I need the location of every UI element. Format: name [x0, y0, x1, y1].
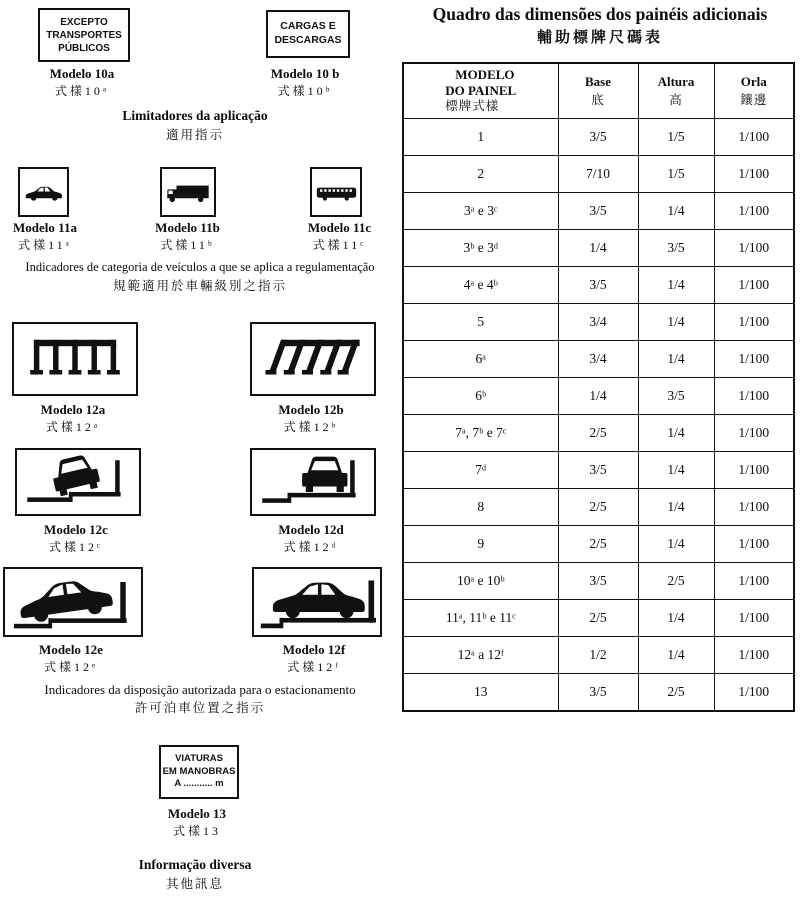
caption-pt: Modelo 12d [278, 522, 344, 537]
table-cell-altura: 1/5 [638, 119, 714, 156]
table-cell-model: 2 [403, 156, 558, 193]
sign-modelo-10a [38, 8, 130, 62]
table-cell-base: 3/4 [558, 304, 638, 341]
section-title-zh: 許可泊車位置之指示 [134, 701, 266, 716]
caption-zh: 式樣11ᶜ [312, 237, 367, 252]
table-cell-base: 3/5 [558, 674, 638, 712]
table-cell-model: 9 [403, 526, 558, 563]
caption-zh: 式樣13 [172, 823, 221, 838]
section-limitadores [0, 108, 390, 145]
col-header-model-line2: DO PAINEL [445, 83, 517, 99]
caption-pt: Modelo 10a [49, 66, 115, 81]
car-half-on-kerb-side-icon [9, 572, 137, 632]
dimensions-table-body [403, 119, 794, 712]
table-cell-altura: 1/4 [638, 489, 714, 526]
caption-zh: 式樣10ᵃ [54, 83, 110, 98]
table-cell-altura: 1/4 [638, 600, 714, 637]
car-icon [23, 183, 64, 202]
table-cell-base: 2/5 [558, 526, 638, 563]
table-cell-orla: 1/100 [714, 193, 794, 230]
table-row [403, 378, 794, 415]
sign-modelo-11a [18, 167, 69, 217]
col-header-orla-zh: 鑲邊 [740, 93, 768, 107]
sign-text-line: CARGAS E [280, 20, 336, 33]
table-row [403, 156, 794, 193]
table-cell-orla: 1/100 [714, 304, 794, 341]
sign-text-line: EM MANOBRAS [162, 765, 236, 777]
table-title-zh: 輔助標牌尺碼表 [536, 29, 663, 46]
caption-zh: 式樣12ᵇ [283, 419, 339, 434]
table-cell-base: 7/10 [558, 156, 638, 193]
table-cell-model: 13 [403, 674, 558, 712]
table-cell-orla: 1/100 [714, 378, 794, 415]
truck-icon [165, 182, 211, 203]
table-cell-orla: 1/100 [714, 156, 794, 193]
bus-icon [315, 183, 358, 202]
col-header-base-pt: Base [585, 74, 611, 89]
table-cell-orla: 1/100 [714, 563, 794, 600]
col-header-altura-zh: 高 [669, 93, 683, 107]
table-cell-altura: 1/4 [638, 637, 714, 674]
table-row [403, 563, 794, 600]
caption-zh: 式樣12ᵃ [45, 419, 101, 434]
section-categoria [0, 260, 400, 296]
caption-modelo-12e [6, 642, 136, 676]
table-cell-altura: 1/4 [638, 304, 714, 341]
table-row [403, 452, 794, 489]
col-header-orla-pt: Orla [740, 74, 767, 89]
table-cell-altura: 1/4 [638, 193, 714, 230]
table-cell-model: 3ᵃ e 3ᶜ [403, 193, 558, 230]
caption-modelo-12b [248, 402, 374, 436]
caption-zh: 式樣12ᶠ [287, 659, 341, 674]
dimensions-table [402, 62, 795, 712]
table-cell-model: 4ᵃ e 4ᵇ [403, 267, 558, 304]
section-title-pt: Indicadores de categoria de veículos a que se aplica a regulamentação [25, 260, 375, 274]
sign-text-line: DESCARGAS [274, 34, 342, 46]
section-title-pt: Limitadores da aplicação [122, 108, 268, 123]
caption-pt: Modelo 12b [278, 402, 344, 417]
sign-text-line: EXCEPTO [60, 16, 108, 28]
table-cell-base: 3/5 [558, 267, 638, 304]
caption-pt: Modelo 11a [13, 220, 77, 235]
table-cell-altura: 3/5 [638, 378, 714, 415]
table-row [403, 193, 794, 230]
section-title-pt: Informação diversa [138, 857, 252, 872]
caption-modelo-12d [248, 522, 374, 556]
caption-pt: Modelo 10 b [270, 66, 340, 81]
table-row [403, 526, 794, 563]
sign-modelo-12d [250, 448, 376, 516]
col-header-base-zh: 底 [591, 93, 605, 107]
table-row [403, 304, 794, 341]
table-row [403, 489, 794, 526]
table-cell-orla: 1/100 [714, 526, 794, 563]
perpendicular-parking-icon [18, 327, 132, 391]
table-cell-base: 2/5 [558, 489, 638, 526]
section-title-zh: 規範適用於車輛級別之指示 [112, 278, 287, 293]
table-cell-orla: 1/100 [714, 119, 794, 156]
caption-modelo-11b [140, 220, 235, 254]
table-cell-base: 1/2 [558, 637, 638, 674]
table-cell-orla: 1/100 [714, 415, 794, 452]
caption-pt: Modelo 12c [44, 522, 108, 537]
sign-text-line: VIATURAS [175, 753, 223, 765]
caption-pt: Modelo 11b [155, 220, 220, 235]
table-cell-altura: 2/5 [638, 563, 714, 600]
table-cell-orla: 1/100 [714, 341, 794, 378]
table-cell-base: 3/5 [558, 452, 638, 489]
sign-text-line: TRANSPORTES [46, 29, 122, 41]
table-title [402, 4, 798, 50]
table-row [403, 600, 794, 637]
table-row [403, 119, 794, 156]
col-header-base [558, 63, 638, 119]
sign-modelo-10b [266, 10, 350, 58]
car-on-kerb-side-icon [258, 572, 376, 632]
table-cell-model: 6ᵃ [403, 341, 558, 378]
table-cell-base: 3/4 [558, 341, 638, 378]
car-half-on-kerb-rear-icon [21, 453, 135, 511]
caption-modelo-10b [240, 66, 370, 100]
table-cell-orla: 1/100 [714, 674, 794, 712]
table-cell-base: 2/5 [558, 600, 638, 637]
table-cell-model: 7ᵃ, 7ᵇ e 7ᶜ [403, 415, 558, 452]
table-cell-model: 3ᵇ e 3ᵈ [403, 230, 558, 267]
table-cell-model: 5 [403, 304, 558, 341]
table-cell-orla: 1/100 [714, 637, 794, 674]
sign-modelo-12a [12, 322, 138, 396]
caption-zh: 式樣12ᶜ [48, 539, 104, 554]
table-cell-model: 1 [403, 119, 558, 156]
sign-modelo-11b [160, 167, 216, 217]
table-row [403, 637, 794, 674]
caption-pt: Modelo 12f [282, 642, 346, 657]
caption-zh: 式樣11ᵇ [160, 237, 215, 252]
table-cell-model: 10ᵃ e 10ᵇ [403, 563, 558, 600]
caption-zh: 式樣12ᵈ [283, 539, 339, 554]
caption-pt: Modelo 11c [307, 220, 372, 235]
caption-modelo-13 [128, 806, 266, 840]
table-cell-altura: 1/4 [638, 341, 714, 378]
table-cell-base: 3/5 [558, 119, 638, 156]
col-header-altura [638, 63, 714, 119]
table-cell-model: 8 [403, 489, 558, 526]
col-header-model [403, 63, 558, 119]
section-title-zh: 其他訊息 [165, 876, 224, 891]
sign-modelo-12f [252, 567, 382, 637]
table-title-pt: Quadro das dimensões dos painéis adicionais [432, 4, 768, 24]
sign-modelo-12e [3, 567, 143, 637]
section-title-zh: 適用指示 [165, 127, 224, 142]
col-header-orla [714, 63, 794, 119]
sign-modelo-12b [250, 322, 376, 396]
table-cell-model: 11ᵃ, 11ᵇ e 11ᶜ [403, 600, 558, 637]
angled-parking-icon [256, 327, 370, 391]
table-cell-altura: 1/4 [638, 526, 714, 563]
col-header-model-line1: MODELO [455, 66, 515, 82]
sign-modelo-13 [159, 745, 239, 799]
caption-modelo-12a [10, 402, 136, 436]
caption-modelo-11a [0, 220, 90, 254]
section-informacao [0, 857, 390, 894]
caption-pt: Modelo 12e [39, 642, 103, 657]
table-cell-altura: 1/4 [638, 415, 714, 452]
caption-pt: Modelo 12a [40, 402, 106, 417]
caption-zh: 式樣12ᵉ [43, 659, 99, 674]
table-row [403, 674, 794, 712]
table-cell-base: 1/4 [558, 230, 638, 267]
table-cell-orla: 1/100 [714, 230, 794, 267]
table-row [403, 267, 794, 304]
caption-zh: 式樣11ᵃ [18, 237, 72, 252]
car-on-kerb-rear-icon [256, 453, 370, 511]
table-header-row [403, 63, 794, 119]
section-estacionamento [0, 682, 400, 718]
table-cell-model: 12ᵃ a 12ᶠ [403, 637, 558, 674]
col-header-model-zh: 標牌式樣 [445, 99, 500, 114]
table-row [403, 415, 794, 452]
sign-text-line: PÚBLICOS [58, 42, 110, 54]
table-cell-orla: 1/100 [714, 489, 794, 526]
table-cell-altura: 1/4 [638, 267, 714, 304]
sign-modelo-12c [15, 448, 141, 516]
section-title-pt: Indicadores da disposição autorizada para o estacionamento [44, 682, 356, 697]
table-cell-altura: 1/4 [638, 452, 714, 489]
table-cell-altura: 2/5 [638, 674, 714, 712]
table-cell-model: 6ᵇ [403, 378, 558, 415]
caption-modelo-10a [18, 66, 146, 100]
table-cell-model: 7ᵈ [403, 452, 558, 489]
caption-pt: Modelo 13 [167, 806, 227, 821]
table-row [403, 341, 794, 378]
caption-modelo-12c [13, 522, 139, 556]
table-row [403, 230, 794, 267]
table-cell-base: 3/5 [558, 563, 638, 600]
table-cell-base: 3/5 [558, 193, 638, 230]
table-cell-orla: 1/100 [714, 267, 794, 304]
table-cell-base: 2/5 [558, 415, 638, 452]
sign-modelo-11c [310, 167, 362, 217]
table-cell-base: 1/4 [558, 378, 638, 415]
caption-modelo-12f [250, 642, 378, 676]
sign-text-line: A ........... m [174, 778, 224, 790]
table-cell-altura: 1/5 [638, 156, 714, 193]
col-header-altura-pt: Altura [657, 74, 695, 89]
caption-zh: 式樣10ᵇ [277, 83, 333, 98]
table-cell-orla: 1/100 [714, 452, 794, 489]
table-cell-altura: 3/5 [638, 230, 714, 267]
table-cell-orla: 1/100 [714, 600, 794, 637]
caption-modelo-11c [292, 220, 387, 254]
